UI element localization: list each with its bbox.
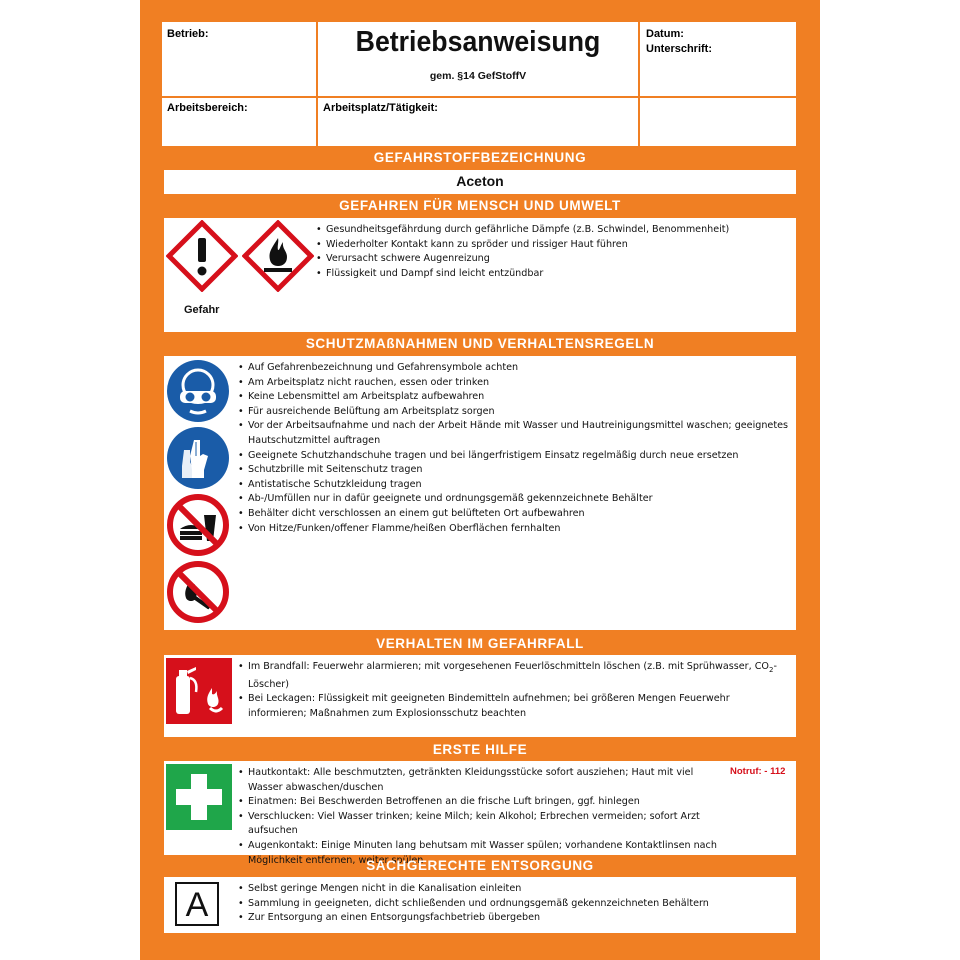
disposal-section xyxy=(164,877,796,933)
no-eating-drinking-icon xyxy=(166,493,230,557)
item-text: Im Brandfall: Feuerwehr alarmieren; mit vorgesehenen Feuerlöschmitteln löschen (z.B. mit Sprühwasser, CO xyxy=(248,661,769,672)
co2-subscript: 2 xyxy=(768,665,774,674)
arbeitsbereich-cell[interactable] xyxy=(162,98,316,146)
list-item xyxy=(238,660,790,692)
first-aid-list xyxy=(238,766,726,868)
disposal-class-letter: A xyxy=(185,886,209,924)
goggles-icon xyxy=(166,359,230,423)
hazards-heading: GEFAHREN FÜR MENSCH UND UMWELT xyxy=(339,198,621,213)
hazards-section xyxy=(164,218,796,332)
list-item: • Sammlung in geeigneten, dicht schließenden und ordnungsgemäß gekennzeichneten Behältern xyxy=(238,897,790,912)
page-title: Betriebsanweisung xyxy=(355,26,601,58)
list-item: • Einatmen: Bei Beschwerden Betroffenen an die frische Luft bringen, ggf. hinlegen xyxy=(238,795,726,810)
list-item: • Verursacht schwere Augenreizung xyxy=(316,252,786,267)
page-subtitle: gem. §14 GefStoffV xyxy=(429,70,527,82)
instruction-sheet xyxy=(140,0,820,960)
protection-section xyxy=(164,356,796,630)
list-item: • Auf Gefahrenbezeichnung und Gefahrensymbole achten xyxy=(238,361,788,376)
datum-label: Datum: xyxy=(646,28,684,40)
unterschrift-label: Unterschrift: xyxy=(646,43,713,55)
betrieb-cell[interactable] xyxy=(162,22,316,96)
disposal-heading: SACHGERECHTE ENTSORGUNG xyxy=(366,858,594,873)
substance-name: Aceton xyxy=(456,173,504,189)
list-item: • Vor der Arbeitsaufnahme und nach der Arbeit Hände mit Wasser und Hautreinigungsmittel waschen; geeignetes Hautschutzmittel auftragen xyxy=(238,419,788,448)
list-item: • Für ausreichende Belüftung am Arbeitsplatz sorgen xyxy=(238,405,788,420)
betrieb-label: Betrieb: xyxy=(167,28,209,40)
protection-list xyxy=(238,361,788,536)
flame-hazard-icon xyxy=(242,220,314,292)
disposal-class-box xyxy=(175,882,219,926)
list-item: • Ab-/Umfüllen nur in dafür geeignete und ordnungsgemäß gekennzeichnete Behälter xyxy=(238,492,788,507)
exclamation-hazard-icon xyxy=(166,220,238,292)
emergency-list xyxy=(238,660,790,721)
disposal-list xyxy=(238,882,790,926)
list-item: • Gesundheitsgefährdung durch gefährliche Dämpfe (z.B. Schwindel, Benommenheit) xyxy=(316,223,786,238)
emergency-section xyxy=(164,655,796,737)
arbeitsbereich-label: Arbeitsbereich: xyxy=(167,102,248,114)
title-cell xyxy=(318,22,638,96)
protection-heading: SCHUTZMAßNAHMEN UND VERHALTENSREGELN xyxy=(305,336,655,351)
substance-heading: GEFAHRSTOFFBEZEICHNUNG xyxy=(373,150,587,165)
list-item: • Bei Leckagen: Flüssigkeit mit geeigneten Bindemitteln aufnehmen; bei größeren Mengen Feuerwehr informieren; Maßnahmen zum Explosionsschutz beachten xyxy=(238,692,790,721)
hazards-list xyxy=(316,223,786,281)
list-item: • Antistatische Schutzkleidung tragen xyxy=(238,478,788,493)
datum-cell[interactable] xyxy=(640,22,796,96)
list-item: • Hautkontakt: Alle beschmutzten, getränkten Kleidungsstücke sofort ausziehen; Haut mit viel Wasser abwaschen/duschen xyxy=(238,766,726,795)
list-item: • Schutzbrille mit Seitenschutz tragen xyxy=(238,463,788,478)
first-aid-cross-icon xyxy=(166,764,232,830)
arbeitsplatz-cell[interactable] xyxy=(318,98,638,146)
no-open-flame-icon xyxy=(166,560,230,624)
arbeitsplatz-label: Arbeitsplatz/Tätigkeit: xyxy=(323,102,438,114)
list-item: • Augenkontakt: Einige Minuten lang behutsam mit Wasser spülen; vorhandene Kontaktlinsen nach Möglichkeit entfernen, weiter spülen xyxy=(238,839,726,868)
list-item: • Von Hitze/Funken/offener Flamme/heißen Oberflächen fernhalten xyxy=(238,522,788,537)
list-item: • Keine Lebensmittel am Arbeitsplatz aufbewahren xyxy=(238,390,788,405)
item-text-end: -Löscher) xyxy=(248,661,777,690)
list-item: • Am Arbeitsplatz nicht rauchen, essen oder trinken xyxy=(238,376,788,391)
list-item: • Zur Entsorgung an einen Entsorgungsfachbetrieb übergeben xyxy=(238,911,790,926)
emergency-number: Notruf: - 112 xyxy=(730,766,786,777)
list-item: • Behälter dicht verschlossen an einem gut belüfteten Ort aufbewahren xyxy=(238,507,788,522)
first-aid-heading: ERSTE HILFE xyxy=(432,742,528,757)
list-item: • Flüssigkeit und Dampf sind leicht entzündbar xyxy=(316,267,786,282)
substance-name-box xyxy=(164,170,796,194)
emergency-heading: VERHALTEN IM GEFAHRFALL xyxy=(376,636,584,651)
fire-extinguisher-icon xyxy=(166,658,232,724)
gloves-icon xyxy=(166,426,230,490)
list-item: • Wiederholter Kontakt kann zu spröder und rissiger Haut führen xyxy=(316,238,786,253)
list-item: • Geeignete Schutzhandschuhe tragen und bei längerfristigem Einsatz regelmäßig durch neue ersetzen xyxy=(238,449,788,464)
list-item: • Selbst geringe Mengen nicht in die Kanalisation einleiten xyxy=(238,882,790,897)
list-item: • Verschlucken: Viel Wasser trinken; keine Milch; kein Alkohol; Erbrechen vermeiden; sofort Arzt aufsuchen xyxy=(238,810,726,839)
extra-cell[interactable] xyxy=(640,98,796,146)
signal-word: Gefahr xyxy=(184,304,220,316)
